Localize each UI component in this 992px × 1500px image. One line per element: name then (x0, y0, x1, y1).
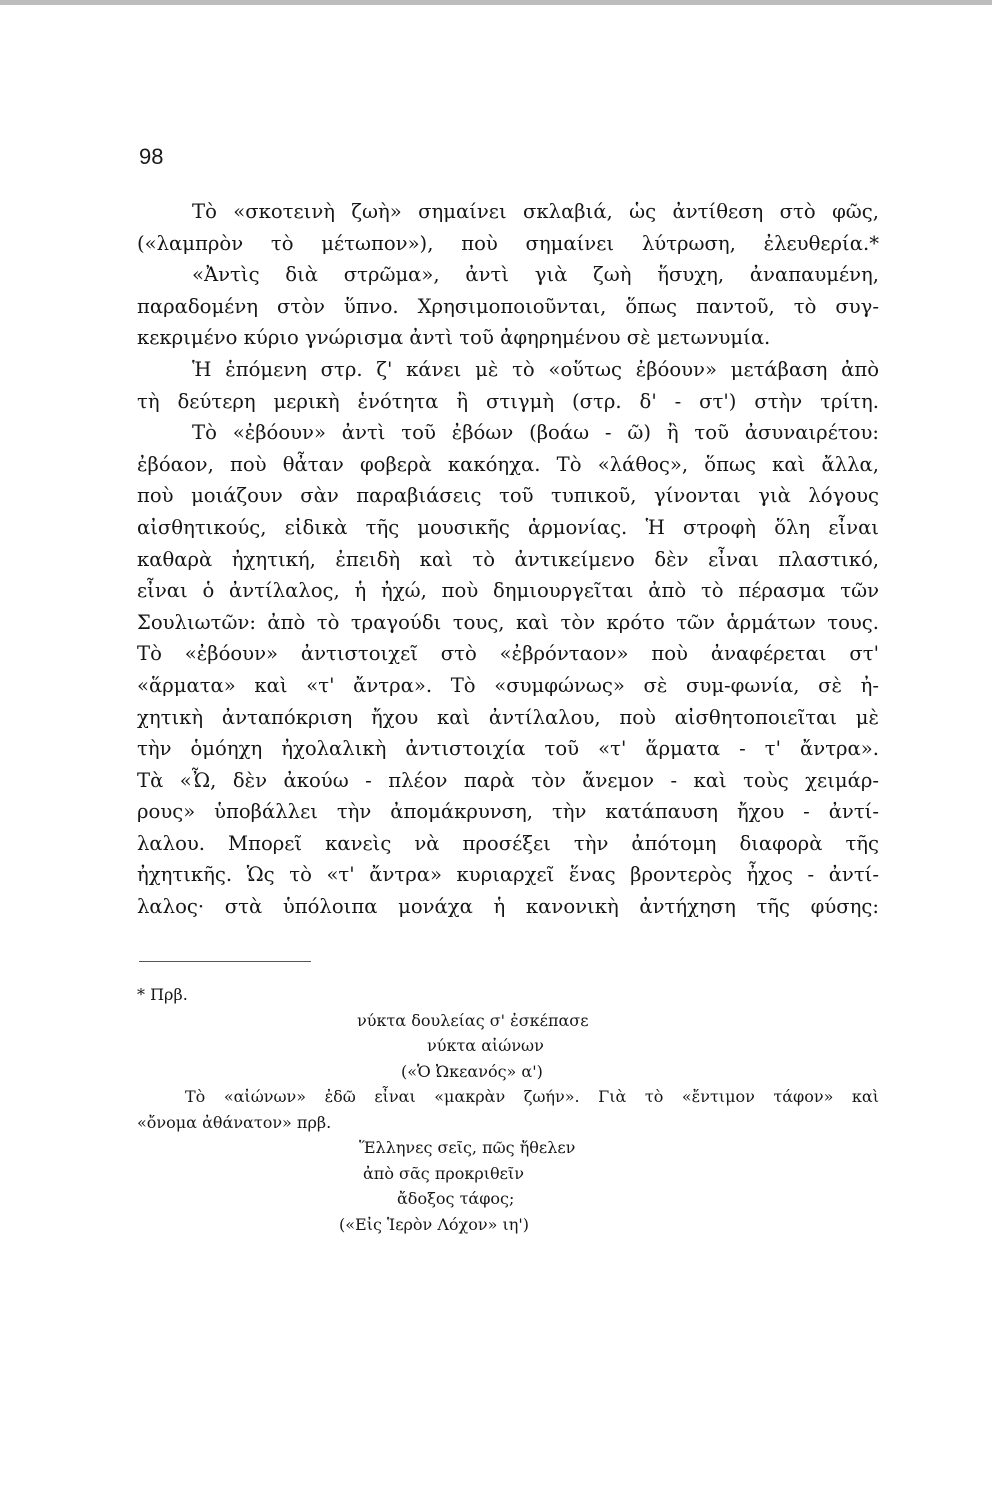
footnote-text: Τὸ «αἰώνων» ἐδῶ εἶναι «μακρὰν ζωήν». Γιὰ τὸ «ἔντιμον τάφον» καὶ (185, 1087, 879, 1106)
text-line: Σουλιωτῶν: ἀπὸ τὸ τραγούδι τους, καὶ τὸν κρότο τῶν ἁρμάτων τους. (137, 610, 879, 634)
footnote-rule (139, 961, 311, 962)
text-line: Τὸ «ἐβόουν» ἀντὶ τοῦ ἐβόων (βοάω - ῶ) ἢ τοῦ ἀσυναιρέτου: (192, 421, 879, 445)
text-line: καθαρὰ ἠχητική, ἐπειδὴ καὶ τὸ ἀντικείμενο δὲν εἶναι πλαστικό, (137, 547, 879, 571)
text-line: ἐβόαον, ποὺ θἆταν φοβερὰ κακόηχα. Τὸ «λάθος», ὅπως καὶ ἄλλα, (137, 452, 879, 476)
footnote-text: «ὄνομα ἀθάνατον» πρβ. (137, 1112, 332, 1132)
verse-line: ἄδοξος τάφος; (397, 1189, 515, 1208)
verse-line: νύκτα δουλείας σ' ἐσκέπασε (357, 1010, 589, 1030)
text-line: Τὸ «σκοτεινὴ ζωὴ» σημαίνει σκλαβιά, ὡς ἀντίθεση στὸ φῶς, (192, 200, 879, 223)
text-line: («λαμπρὸν τὸ μέτωπον»), ποὺ σημαίνει λύτρωση, ἐλευθερία.* (137, 231, 879, 255)
main-text (137, 196, 879, 923)
text-line: κεκριμένο κύριο γνώρισμα ἀντὶ τοῦ ἀφηρημένου σὲ μετωνυμία. (137, 326, 771, 350)
text-line: τὴν ὁμόηχη ἠχολαλικὴ ἀντιστοιχία τοῦ «τ' ἅρματα - τ' ἄντρα». (137, 737, 879, 761)
footnote-marker: * Πρβ. (137, 985, 188, 1004)
text-line: τὴ δεύτερη μερικὴ ἑνότητα ἢ στιγμὴ (στρ. δ' - στ') στὴν τρίτη. (137, 389, 879, 413)
text-line: «ἅρματα» καὶ «τ' ἄντρα». Τὸ «συμφώνως» σὲ συμ-φωνία, σὲ ἠ- (137, 673, 879, 697)
page-number: 98 (139, 144, 164, 169)
text-line: αἰσθητικούς, εἰδικὰ τῆς μουσικῆς ἁρμονίας. Ἡ στροφὴ ὅλη εἶναι (137, 515, 879, 539)
text-line: χητικὴ ἀνταπόκριση ἤχου καὶ ἀντίλαλου, ποὺ αἰσθητοποιεῖται μὲ (137, 705, 879, 729)
text-line: Ἡ ἑπόμενη στρ. ζ' κάνει μὲ τὸ «οὕτως ἐβόουν» μετάβαση ἀπὸ (192, 357, 879, 381)
verse-citation: («Ὁ Ὠκεανός» α') (401, 1061, 543, 1081)
text-line: Τὸ «ἐβόουν» ἀντιστοιχεῖ στὸ «ἐβρόνταον» ποὺ ἀναφέρεται στ' (137, 642, 879, 666)
text-line: λαλος· στὰ ὑπόλοιπα μονάχα ἡ κανονικὴ ἀντήχηση τῆς φύσης: (137, 895, 879, 919)
verse-line: νύκτα αἰώνων (427, 1036, 544, 1055)
text-line: ρους» ὑποβάλλει τὴν ἀπομάκρυνση, τὴν κατάπαυση ἤχου - ἀντί- (137, 800, 879, 824)
text-line: ἠχητικῆς. Ὡς τὸ «τ' ἄντρα» κυριαρχεῖ ἕνας βροντερὸς ἦχος - ἀντί- (137, 863, 879, 887)
scan-top-edge (0, 0, 992, 5)
text-line: εἶναι ὁ ἀντίλαλος, ἡ ἠχώ, ποὺ δημιουργεῖται ἀπὸ τὸ πέρασμα τῶν (137, 579, 879, 603)
text-line: παραδομένη στὸν ὕπνο. Χρησιμοποιοῦνται, ὅπως παντοῦ, τὸ συγ- (137, 294, 879, 318)
verse-line: ἀπὸ σᾶς προκριθεῖν (363, 1163, 524, 1183)
verse-line: Ἕλληνες σεῖς, πῶς ἤθελεν (359, 1138, 576, 1157)
footnote (137, 982, 879, 1237)
verse-citation: («Εἰς Ἱερὸν Λόχον» ιη') (339, 1214, 529, 1234)
text-line: Τὰ «Ὦ, δὲν ἀκούω - πλέον παρὰ τὸν ἄνεμον - καὶ τοὺς χειμάρ- (137, 768, 879, 792)
text-line: λαλου. Μπορεῖ κανεὶς νὰ προσέξει τὴν ἀπότομη διαφορὰ τῆς (137, 831, 879, 855)
text-line: «Ἀντὶς διὰ στρῶμα», ἀντὶ γιὰ ζωὴ ἥσυχη, ἀναπαυμένη, (192, 263, 879, 287)
text-line: ποὺ μοιάζουν σὰν παραβιάσεις τοῦ τυπικοῦ, γίνονται γιὰ λόγους (137, 484, 879, 508)
